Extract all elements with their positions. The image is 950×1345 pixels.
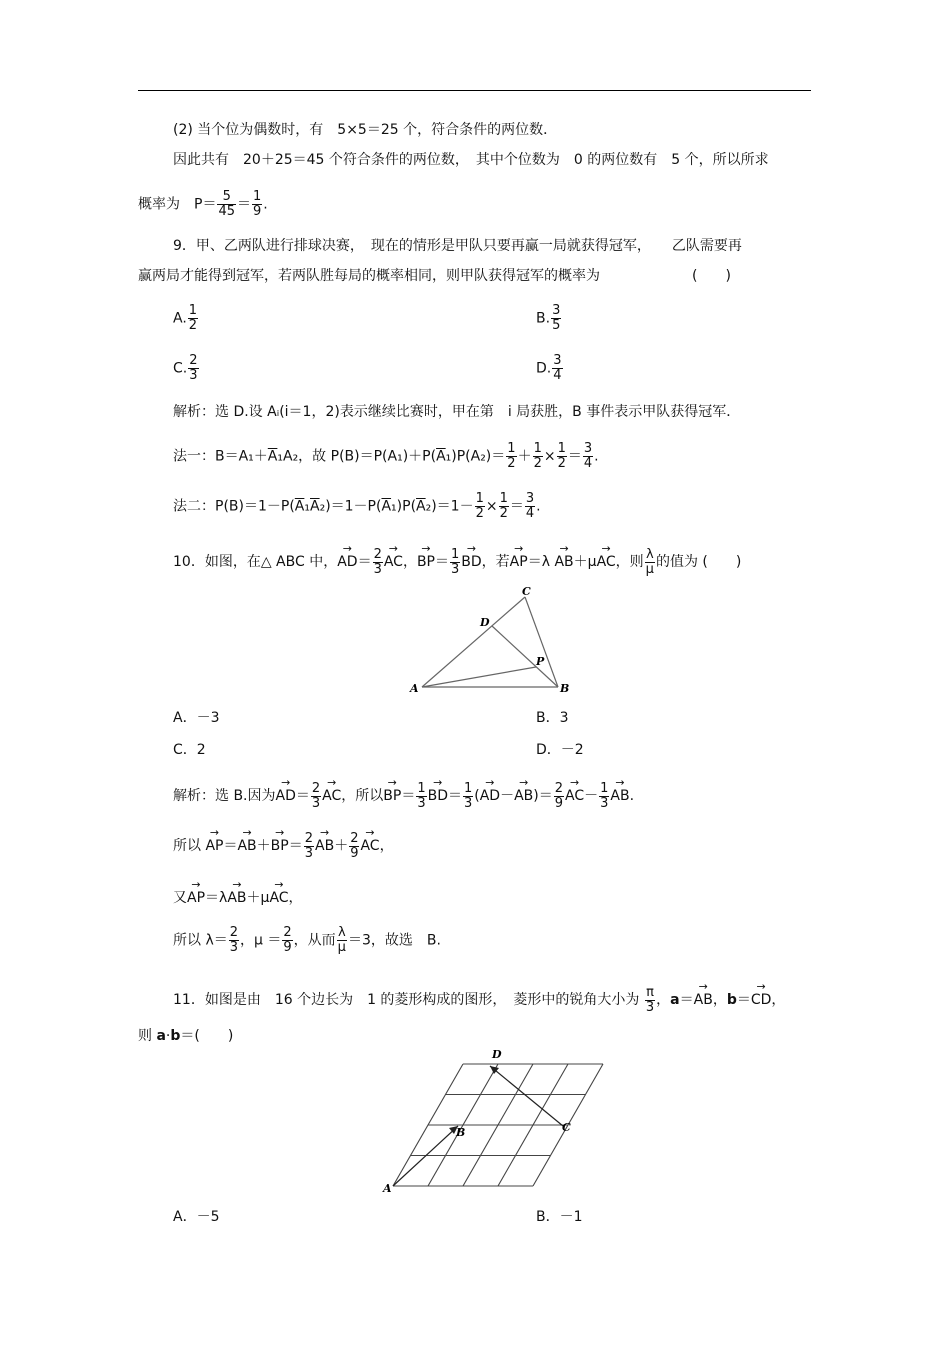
segment-bc [525, 597, 558, 687]
point-label-a: A [410, 682, 419, 695]
segment-ap [422, 667, 536, 687]
point-label-p: P [536, 655, 545, 668]
fraction: $\frac{5}{45}$ [218, 189, 235, 219]
q9-option-c: C. $\frac{2}{3}$ [173, 353, 198, 383]
q9-option-a: A. $\frac{1}{2}$ [173, 303, 198, 333]
p2-line1: (2) 当个位为偶数时，有 5×5＝25 个，符合条件的两位数． [173, 122, 558, 138]
q10-solution-line1: 解析：选 B.因为→ AD＝ $\frac{2}{3}$ → AC，所以→ BP＝ $\frac{1}{3}$ → BD＝ $\frac{1}{3}$ (→ AD－→ AB)＝ $\frac{2}{9}$ → AC－ $\frac{1}{3}$ → AB. [173, 780, 634, 811]
point-label-a: A [383, 1182, 392, 1195]
q10-option-c: C．2 [173, 742, 206, 758]
fraction: $\frac{1}{9}$ [253, 189, 262, 219]
q10-solution-line3: 又→ AP＝λ→ AB＋μ→ AC， [173, 882, 303, 908]
q9-solution-intro: 解析：选 D.设 Aᵢ(i＝1，2)表示继续比赛时，甲在第 i 局获胜，B 事件表示甲队获得冠军． [173, 404, 741, 420]
q11-stem-line1: 11．如图是由 16 个边长为 1 的菱形构成的图形， 菱形中的锐角大小为 $\frac{\pi}{3}$ ，a＝→ AB，b＝→ CD， [173, 984, 785, 1015]
point-label-d: D [480, 616, 490, 629]
q10-stem: 10．如图，在△ ABC 中，→ AD＝ $\frac{2}{3}$ → AC，→ BP＝ $\frac{1}{3}$ → BD，若→ AP＝λ → AB＋μ→ AC，则 $\frac{\lambda}{\mu}$ 的值为 ( ) [173, 546, 741, 577]
segment-bd [492, 626, 558, 687]
point-label-c: C [562, 1121, 571, 1134]
point-label-c: C [522, 585, 531, 598]
q11-option-a: A．－5 [173, 1209, 220, 1225]
point-label-b: B [456, 1126, 466, 1139]
q10-option-a: A．－3 [173, 710, 220, 726]
header-rule [138, 90, 811, 91]
q10-triangle-figure [400, 580, 580, 700]
q9-method2: 法二：$P(B)=1-P(\overline{A}_1\overline{A}_2)=1-P(\overline{A}_1)P(\overline{A}_2)=1-$ $\frac{1}{2}$ × $\frac{1}{2}$ ＝ $\frac{3}{4}$ . [173, 491, 541, 521]
q9-method1: 法一：$B=A_1+\overline{A}_1A_2$，故 $P(B)=P(A_1)+P(\overline{A}_1)P(A_2)=$ $\frac{1}{2}$ ＋ $\frac{1}{2}$ × $\frac{1}{2}$ ＝ $\frac{3}{4}$ . [173, 441, 599, 471]
q9-option-b: B. $\frac{3}{5}$ [536, 303, 561, 333]
q9-stem-line2: 赢两局才能得到冠军，若两队胜每局的概率相同，则甲队获得冠军的概率为 [138, 268, 600, 284]
point-label-d: D [492, 1048, 502, 1061]
q9-answer-blank: ( ) [692, 268, 731, 284]
q10-solution-line2: 所以 → AP＝→ AB＋→ BP＝ $\frac{2}{3}$ → AB＋ $\frac{2}{9}$ → AC， [173, 830, 394, 861]
q9-option-d: D. $\frac{3}{4}$ [536, 353, 562, 383]
rhombus-grid [393, 1064, 603, 1186]
q10-option-d: D．－2 [536, 742, 584, 758]
p2-line3: 概率为 P＝ $\frac{5}{45}$ ＝ $\frac{1}{9}$ . [138, 189, 268, 219]
p2-line2: 因此共有 20＋25＝45 个符合条件的两位数， 其中个位数为 0 的两位数有 5 个，所以所求 [173, 152, 769, 168]
point-label-b: B [560, 682, 570, 695]
q11-stem-line2: 则 a·b＝( ) [138, 1028, 234, 1044]
q10-option-b: B．3 [536, 710, 569, 726]
q11-option-b: B．－1 [536, 1209, 583, 1225]
q9-stem-line1: 9．甲、乙两队进行排球决赛， 现在的情形是甲队只要再赢一局就获得冠军， 乙队需要再 [173, 238, 742, 254]
q10-solution-line4: 所以 λ＝ $\frac{2}{3}$ ，μ ＝ $\frac{2}{9}$ ，从而 $\frac{\lambda}{\mu}$ ＝3，故选 B. [173, 925, 441, 955]
q11-rhombus-figure [378, 1048, 608, 1198]
